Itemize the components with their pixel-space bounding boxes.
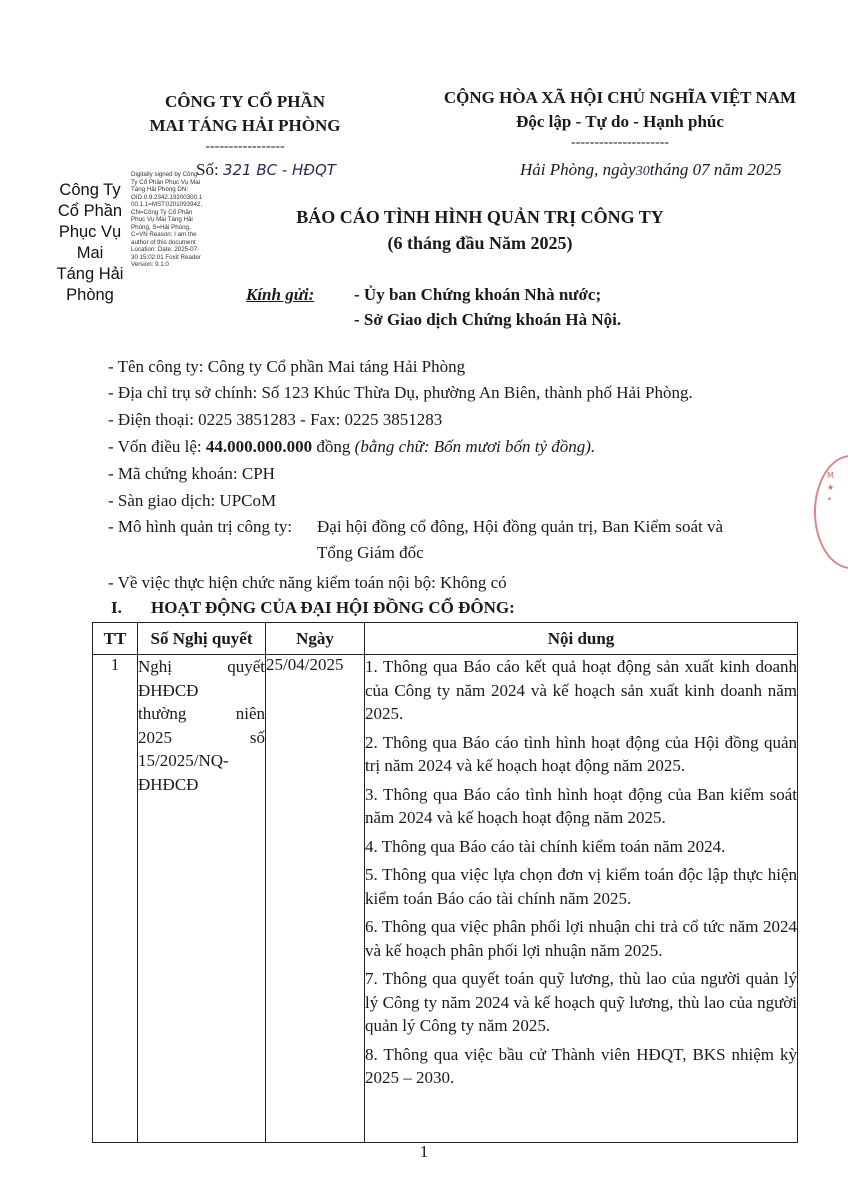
- content-item: 6. Thông qua việc phân phối lợi nhuận chi trả cổ tức năm 2024 và kế hoạch phân phối lợi nhuận năm 2025.: [365, 917, 797, 960]
- content-item: 4. Thông qua Báo cáo tài chính kiểm toán năm 2024.: [365, 836, 726, 856]
- resolution-line: 15/2025/NQ-: [138, 751, 229, 770]
- signature-name-line: Công Ty: [59, 181, 121, 199]
- header-resolution-number: Số Nghị quyết: [138, 623, 266, 655]
- table-header-row: [93, 623, 798, 655]
- section-number: I.: [111, 598, 122, 617]
- resolution-line: ĐHĐCĐ: [138, 680, 199, 700]
- company-name-block: [120, 90, 370, 156]
- charter-capital-words: (bằng chữ: Bốn mươi bốn tỷ đồng).: [354, 437, 596, 456]
- stamp-text: M ★ •: [827, 471, 835, 504]
- signature-name-line: Mai: [76, 244, 104, 262]
- content-item: 7. Thông qua quyết toán quỹ lương, thù lao của người quản lý lý Công ty năm 2024 và kế hoạch quỹ lương, thù lao của người quản lý Công ty năm 2025.: [365, 969, 797, 1035]
- company-name-line1: CÔNG TY CỔ PHẦN: [164, 92, 326, 111]
- info-governance-line1: Đại hội đồng cổ đông, Hội đồng quản trị, Ban Kiểm soát và: [317, 517, 724, 536]
- resolution-line: 2025 số: [138, 727, 265, 747]
- cell-tt: 1: [93, 655, 138, 1143]
- content-item: 1. Thông qua Báo cáo kết quả hoạt động sản xuất kinh doanh của Công ty năm 2024 và kế hoạch sản xuất kinh doanh năm 2025.: [365, 657, 797, 723]
- header-content: Nội dung: [365, 623, 798, 655]
- info-exchange: - Sàn giao dịch: UPCoM: [108, 491, 277, 510]
- recipient-item: - Ủy ban Chứng khoán Nhà nước;: [354, 285, 602, 304]
- document-number: [196, 160, 336, 180]
- info-phone: - Điện thoại: 0225 3851283 - Fax: 0225 3851283: [108, 410, 443, 429]
- content-item: 8. Thông qua việc bầu cử Thành viên HĐQT, BKS nhiệm kỳ 2025 – 2030.: [365, 1044, 797, 1087]
- content-item: 3. Thông qua Báo cáo tình hình hoạt động của Ban kiểm soát năm 2024 và kế hoạch hoạt động năm 2025.: [365, 784, 797, 827]
- content-item: 5. Thông qua việc lựa chọn đơn vị kiểm toán độc lập thực hiện kiểm toán Báo cáo tài chính năm 2025.: [365, 865, 797, 908]
- header-date: Ngày: [266, 623, 365, 655]
- signature-name-line: Cổ Phần: [57, 202, 123, 220]
- resolutions-table: [92, 622, 798, 1143]
- date-day: 30: [635, 164, 650, 179]
- document-number-label: Số:: [196, 160, 219, 179]
- info-governance-line2: Tổng Giám đốc: [317, 543, 424, 562]
- charter-capital-label: - Vốn điều lệ:: [108, 437, 206, 456]
- resolution-line: ĐHĐCĐ: [138, 774, 199, 794]
- digital-signature-details: Digitally signed by Công Ty Cổ Phần Phục Vụ Mai Táng Hải Phòng DN: OID.0.9.2342.19200300.100.1.1=MST:0201093942, CN=Công Ty Cổ Phần Phục Vụ Mai Táng Hải Phòng, S=Hải Phòng, C=VN Reason: I am the author of this document Location: Date: 2025-07-30 15:02:01 Foxit Reader Version: 9.1.0: [131, 171, 203, 268]
- digital-signature-name: [50, 180, 130, 306]
- signature-name-line: Táng Hải: [56, 265, 124, 283]
- report-title: [200, 204, 760, 256]
- cell-resolution-number: [138, 655, 266, 1143]
- section-title: HOẠT ĐỘNG CỦA ĐẠI HỘI ĐỒNG CỔ ĐÔNG:: [151, 598, 515, 617]
- recipients-label: [246, 285, 314, 305]
- table-row: [93, 655, 798, 1143]
- page-number: 1: [419, 1142, 429, 1161]
- company-divider: -----------------: [205, 139, 285, 154]
- resolution-line: Nghị quyết: [138, 657, 265, 676]
- charter-capital-unit: đồng: [312, 437, 355, 456]
- recipients-label-colon: :: [308, 285, 315, 304]
- motto: Độc lập - Tự do - Hạnh phúc: [516, 112, 724, 131]
- header-tt: TT: [93, 623, 138, 655]
- cell-content: [365, 655, 798, 1143]
- document-number-value: 321 BC - HĐQT: [222, 161, 336, 179]
- info-internal-audit: - Về việc thực hiện chức năng kiểm toán nội bộ: Không có: [108, 573, 507, 592]
- info-stock-code: - Mã chứng khoán: CPH: [108, 464, 275, 483]
- date-prefix: Hải Phòng, ngày: [520, 160, 636, 179]
- section-heading: [111, 598, 515, 618]
- charter-capital-value: 44.000.000.000: [205, 437, 313, 456]
- recipients-label-text: Kính gửi: [246, 285, 309, 304]
- document-date: [520, 160, 781, 180]
- motto-divider: ---------------------: [571, 135, 669, 150]
- info-charter-capital: [108, 437, 595, 457]
- country-name: CỘNG HÒA XÃ HỘI CHỦ NGHĨA VIỆT NAM: [443, 88, 797, 107]
- resolution-line: thường niên: [138, 704, 265, 723]
- national-motto-block: [420, 86, 820, 152]
- info-company-name: - Tên công ty: Công ty Cổ phần Mai táng Hải Phòng: [108, 357, 466, 376]
- info-address: - Địa chỉ trụ sở chính: Số 123 Khúc Thừa Dụ, phường An Biên, thành phố Hải Phòng.: [108, 383, 693, 402]
- recipient-item: - Sở Giao dịch Chứng khoán Hà Nội.: [354, 310, 622, 329]
- signature-name-line: Phục Vụ: [58, 223, 122, 241]
- report-title-line1: BÁO CÁO TÌNH HÌNH QUẢN TRỊ CÔNG TY: [296, 207, 664, 227]
- signature-name-line: Phòng: [66, 286, 114, 304]
- date-suffix: tháng 07 năm 2025: [649, 160, 782, 179]
- cell-date: 25/04/2025: [266, 655, 365, 1143]
- info-governance-label: - Mô hình quản trị công ty:: [108, 517, 293, 536]
- content-item: 2. Thông qua Báo cáo tình hình hoạt động của Hội đồng quản trị năm 2024 và kế hoạch hoạt động năm 2025.: [365, 732, 797, 775]
- report-title-line2: (6 tháng đầu Năm 2025): [387, 233, 573, 253]
- company-name-line2: MAI TÁNG HẢI PHÒNG: [149, 116, 341, 135]
